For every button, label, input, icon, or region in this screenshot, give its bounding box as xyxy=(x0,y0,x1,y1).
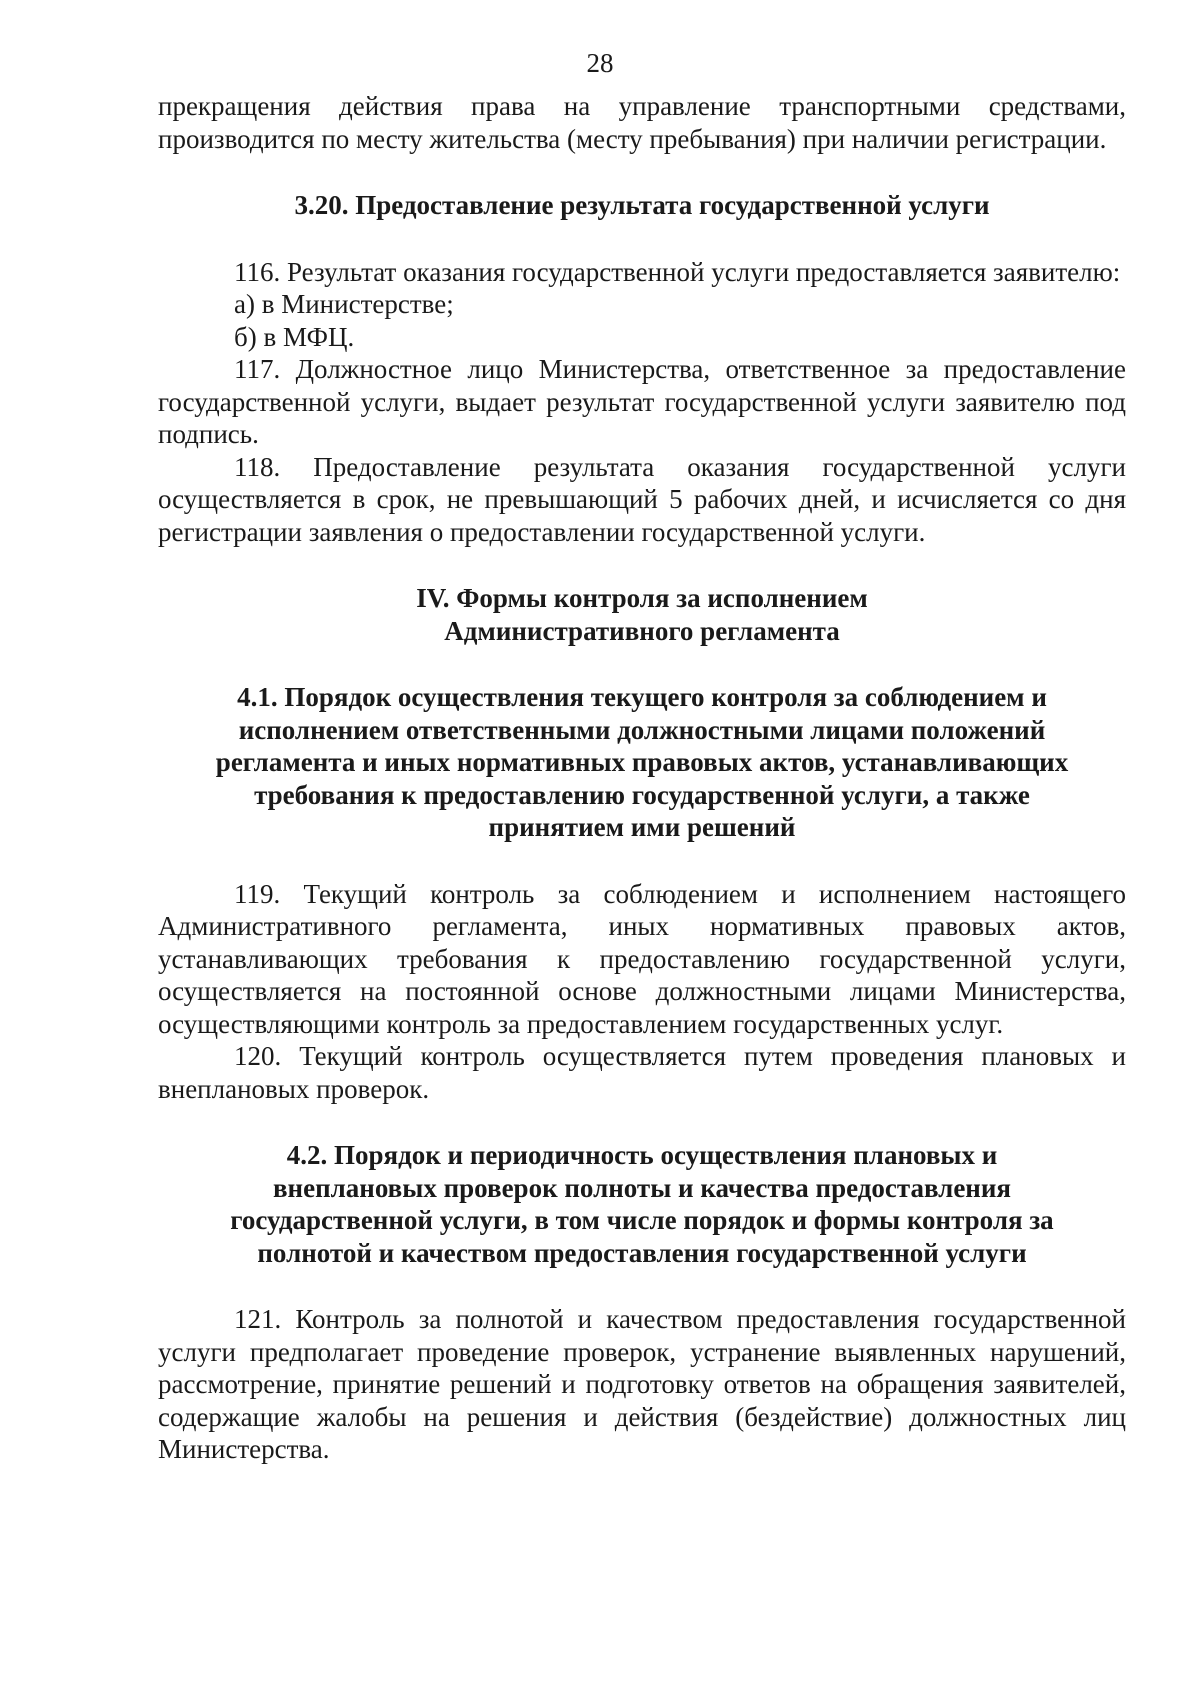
paragraph-120: 120. Текущий контроль осуществляется путем проведения плановых и внеплановых проверок. xyxy=(158,1041,1126,1104)
list-item-a: а) в Министерстве; xyxy=(234,289,454,319)
paragraph-continuation: прекращения действия права на управление транспортными средствами, производится по месту жительства (месту пребывания) при наличии регистрации. xyxy=(158,91,1126,154)
paragraph-121: 121. Контроль за полнотой и качеством предоставления государственной услуги предполагает проведение проверок, устранение выявленных нарушений, рассмотрение, принятие решений и подготовку ответов на обращения заявителей, содержащие жалобы на решения и действия (бездействие) должностных лиц Министерства. xyxy=(158,1304,1126,1464)
section-heading-4-1: 4.1. Порядок осуществления текущего контроля за соблюдением и исполнением ответственными должностными лицами положений регламента и иных нормативных правовых актов, устанавливающих требования к предоставлению государственной услуги, а также принятием ими решений xyxy=(215,682,1069,842)
document-body xyxy=(158,90,1126,1466)
list-item-b: б) в МФЦ. xyxy=(234,321,355,352)
paragraph-117: 117. Должностное лицо Министерства, ответственное за предоставление государственной услуги, выдает результат государственной услуги заявителю под подпись. xyxy=(158,354,1126,449)
section-heading-3-20: 3.20. Предоставление результата государственной услуги xyxy=(294,190,990,220)
paragraph-119: 119. Текущий контроль за соблюдением и исполнением настоящего Административного регламента, иных нормативных правовых актов, устанавливающих требования к предоставлению государственной услуги, осуществляется на постоянной основе должностными лицами Министерства, осуществляющими контроль за предоставлением государственных услуг. xyxy=(158,878,1126,1039)
page-number: 28 xyxy=(586,48,614,78)
paragraph-116: 116. Результат оказания государственной услуги предоставляется заявителю: xyxy=(234,256,1121,287)
paragraph-118: 118. Предоставление результата оказания государственной услуги осуществляется в срок, не превышающий 5 рабочих дней, и исчисляется со дня регистрации заявления о предоставлении государственной услуги. xyxy=(158,451,1126,547)
section-heading-iv: IV. Формы контроля за исполнением Административного регламента xyxy=(416,583,868,646)
section-heading-4-2: 4.2. Порядок и периодичность осуществления плановых и внеплановых проверок полноты и качества предоставления государственной услуги, в том числе порядок и формы контроля за полнотой и качеством предоставления государственной услуги xyxy=(230,1140,1054,1268)
